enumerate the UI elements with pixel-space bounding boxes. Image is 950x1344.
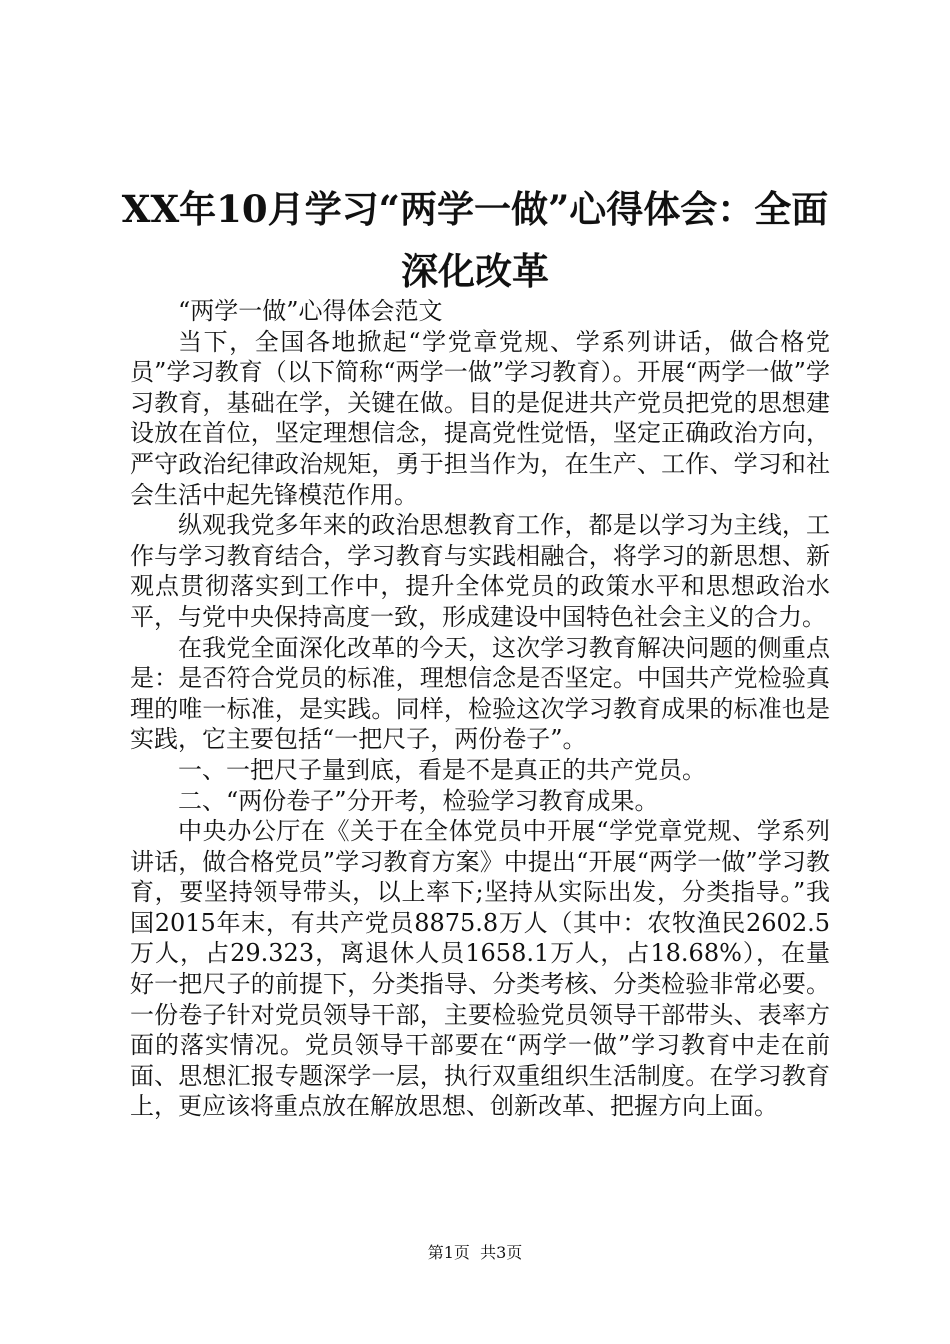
paragraph-point-2: 二、“两份卷子”分开考，检验学习教育成果。: [178, 786, 659, 815]
paragraph-1: 当下，全国各地掀起“学党章党规、学系列讲话，做合格党员”学习教育（以下简称“两学一做”学习教育）。开展“两学一做”学习教育，基础在学，关键在做。目的是促进共产党员把党的思想建设放在首位，坚定理想信念，提高党性觉悟，坚定正确政治方向，严守政治纪律政治规矩，勇于担当作为，在生产、工作、学习和社会生活中起先锋模范作用。: [130, 327, 830, 509]
paragraph-2: 纵观我党多年来的政治思想教育工作，都是以学习为主线，工作与学习教育结合，学习教育与实践相融合，将学习的新思想、新观点贯彻落实到工作中，提升全体党员的政策水平和思想政治水平，与党中央保持高度一致，形成建设中国特色社会主义的合力。: [130, 511, 830, 631]
document-body: [130, 296, 830, 1122]
paragraph-3: 在我党全面深化改革的今天，这次学习教育解决问题的侧重点是：是否符合党员的标准，理想信念是否坚定。中国共产党检验真理的唯一标准，是实践。同样，检验这次学习教育成果的标准也是实践，它主要包括“一把尺子，两份卷子”。: [130, 633, 830, 754]
paragraph-subtitle: “两学一做”心得体会范文: [178, 297, 443, 325]
paragraph-point-1: 一、一把尺子量到底，看是不是真正的共产党员。: [178, 755, 706, 784]
document-title: XX年10月学习“两学一做”心得体会：全面深化改革: [121, 187, 829, 293]
page-number-current: 第1页: [427, 1243, 470, 1262]
page-footer: [0, 1243, 950, 1263]
paragraph-4: 中央办公厅在《关于在全体党员中开展“学党章党规、学系列讲话，做合格党员”学习教育方案》中提出“开展“两学一做”学习教育，要坚持领导带头，以上率下;坚持从实际出发，分类指导。”我国2015年末，有共产党员8875.8万人（其中：农牧渔民2602.5万人，占29.323，离退休人员1658.1万人，占18.68%），在量好一把尺子的前提下，分类指导、分类考核、分类检验非常必要。一份卷子针对党员领导干部，主要检验党员领导干部带头、表率方面的落实情况。党员领导干部要在“两学一做”学习教育中走在前面、思想汇报专题深学一层，执行双重组织生活制度。在学习教育上，更应该将重点放在解放思想、创新改革、把握方向上面。: [130, 817, 830, 1121]
page-number-total: 共3页: [480, 1243, 523, 1262]
